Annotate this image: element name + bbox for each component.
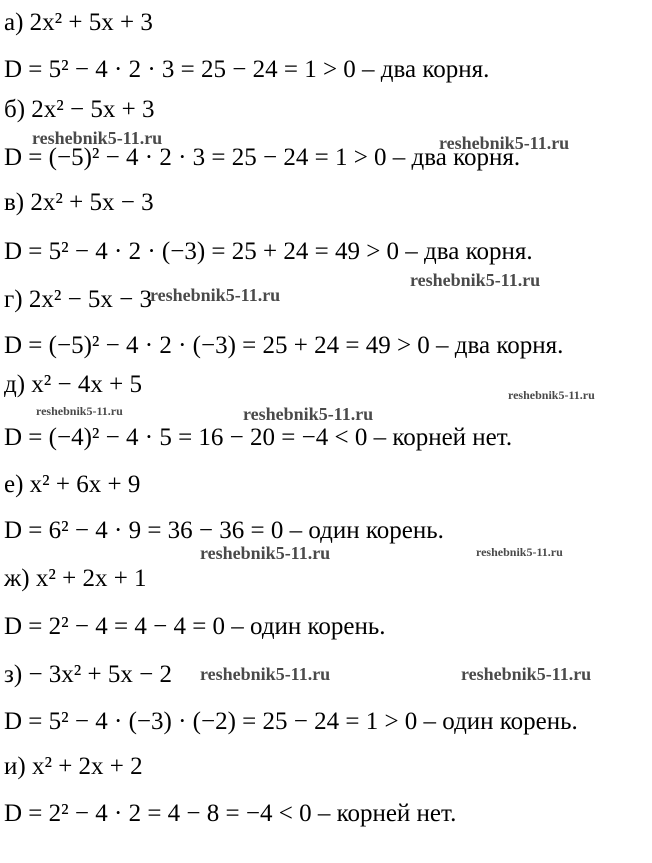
watermark: reshebnik5-11.ru — [150, 285, 281, 305]
watermark: reshebnik5-11.ru — [410, 270, 541, 290]
item-e-discriminant: D = 6² − 4 · 9 = 36 − 36 = 0 – один корень. — [4, 517, 444, 544]
item-v-expression: в) 2x² + 5x − 3 — [4, 189, 154, 216]
item-z-discriminant: D = 5² − 4 · (−3) · (−2) = 25 − 24 = 1 > 0 – один корень. — [4, 708, 578, 735]
item-g-expression: г) 2x² − 5x − 3 — [4, 286, 153, 313]
watermark: reshebnik5-11.ru — [200, 543, 331, 563]
item-i-expression: и) x² + 2x + 2 — [4, 753, 143, 780]
item-b-expression: б) 2x² − 5x + 3 — [4, 96, 155, 123]
watermark: reshebnik5-11.ru — [200, 664, 331, 684]
watermark: reshebnik5-11.ru — [32, 128, 163, 148]
item-i-discriminant: D = 2² − 4 · 2 = 4 − 8 = −4 < 0 – корней нет. — [4, 800, 457, 827]
watermark: reshebnik5-11.ru — [476, 545, 563, 559]
item-e-expression: е) x² + 6x + 9 — [4, 471, 141, 498]
item-b-discriminant: D = (−5)² − 4 · 2 · 3 = 25 − 24 = 1 > 0 – два корня. — [4, 144, 521, 171]
item-z-expression: з) − 3x² + 5x − 2 — [4, 661, 172, 688]
item-d-discriminant: D = (−4)² − 4 · 5 = 16 − 20 = −4 < 0 – корней нет. — [4, 424, 513, 451]
item-a-discriminant: D = 5² − 4 · 2 · 3 = 25 − 24 = 1 > 0 – два корня. — [4, 56, 490, 83]
item-zh-discriminant: D = 2² − 4 = 4 − 4 = 0 – один корень. — [4, 613, 386, 640]
watermark: reshebnik5-11.ru — [461, 664, 592, 684]
item-g-discriminant: D = (−5)² − 4 · 2 · (−3) = 25 + 24 = 49 > 0 – два корня. — [4, 332, 564, 359]
watermark: reshebnik5-11.ru — [439, 133, 570, 153]
item-a-expression: а) 2x² + 5x + 3 — [4, 9, 153, 36]
watermark: reshebnik5-11.ru — [243, 404, 374, 424]
watermark: reshebnik5-11.ru — [36, 404, 123, 418]
item-zh-expression: ж) x² + 2x + 1 — [4, 565, 147, 592]
item-v-discriminant: D = 5² − 4 · 2 · (−3) = 25 + 24 = 49 > 0 – два корня. — [4, 238, 533, 265]
item-d-expression: д) x² − 4x + 5 — [4, 371, 142, 398]
watermark: reshebnik5-11.ru — [508, 388, 595, 402]
